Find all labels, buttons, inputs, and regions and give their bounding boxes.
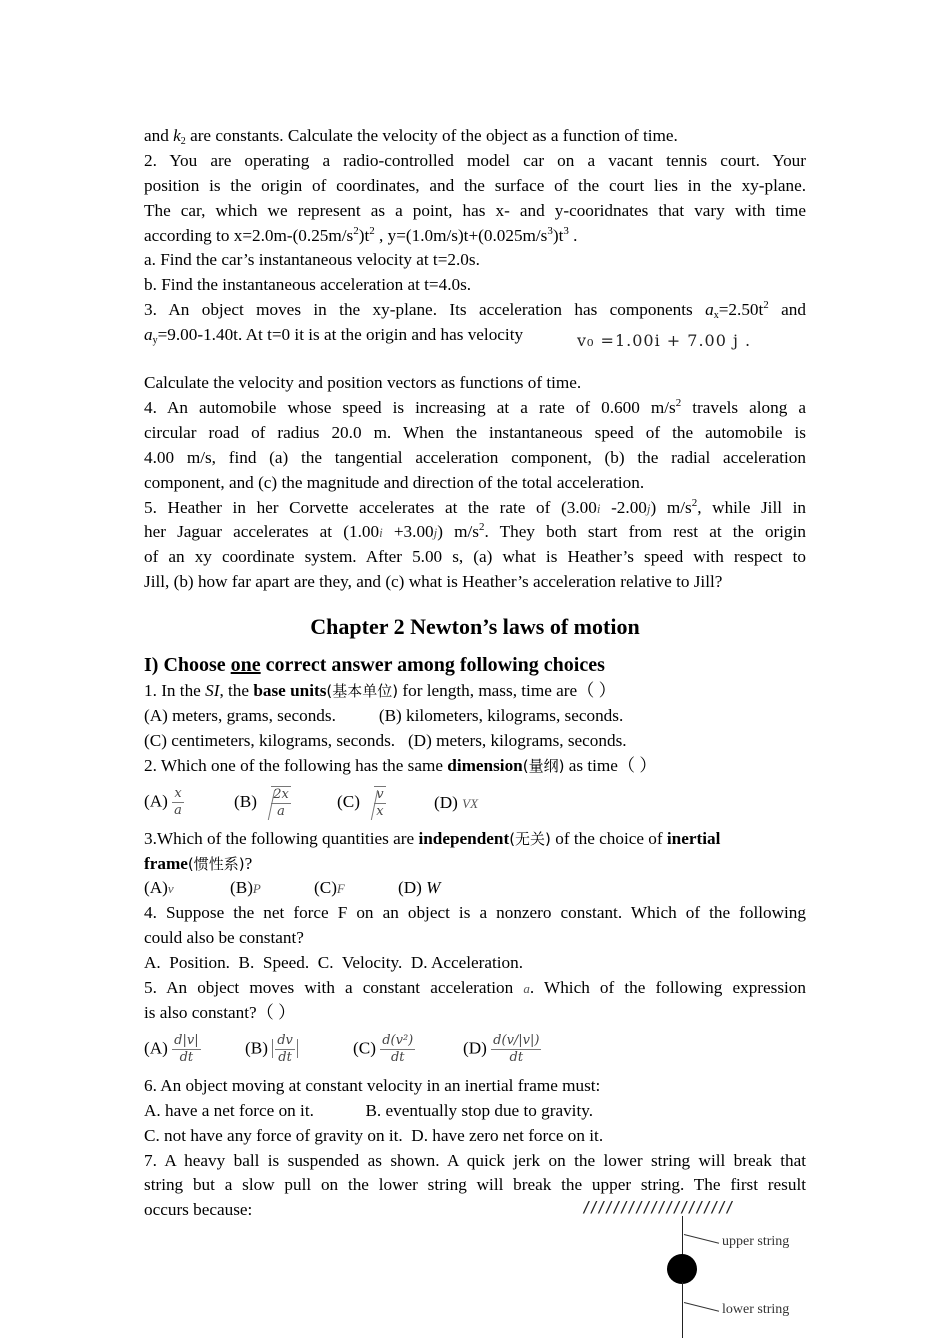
option-b: (B) $\frac{dv}{dt}$	[245, 1033, 353, 1066]
question-3-stem: 3.Which of the following quantities are independent(无关) of the choice of inertial	[144, 828, 721, 848]
question-1-stem: 1. In the SI, the base units(基本单位) for length, mass, time are（ ）	[144, 681, 616, 701]
problem-2-line: position is the origin of coordinates, and the surface of the court lies in the xy-plane.	[144, 175, 806, 195]
fraction: $\frac{x}{a}$	[174, 786, 182, 819]
option-a: (A) $\frac{d|v|}{dt}$	[144, 1033, 199, 1066]
document-page	[144, 124, 806, 1223]
question-5-stem: 5. An object moves with a constant acceleration a. Which of the following expression	[144, 978, 806, 998]
question-3-options: (A)v (B)P (C)F (D) W	[144, 878, 441, 898]
upper-string	[682, 1216, 683, 1256]
question-5-options	[144, 1026, 806, 1074]
problem-2-line: The car, which we represent as a point, has x- and y-cooridnates that vary with time	[144, 200, 806, 220]
question-6-stem: 6. An object moving at constant velocity in an inertial frame must:	[144, 1075, 601, 1095]
option-c: (C) $\frac{\text{d(v²)}}{dt}$	[353, 1033, 414, 1066]
question-2-stem: 2. Which one of the following has the same dimension(量纲) as time（ ）	[144, 755, 657, 775]
problem-2b: b. Find the instantaneous acceleration at t=4.0s.	[144, 275, 472, 295]
problem-5-line: 5. Heather in her Corvette accelerates at the rate of (3.00i -2.00j) $m/s^2$, while Jill in	[144, 496, 806, 517]
lower-string-label: lower string	[722, 1302, 790, 1317]
velocity-vector-equation: v₀ =1.00i + 7.00 j .	[577, 331, 752, 351]
question-7-stem: occurs because:	[144, 1200, 253, 1220]
problem-3-line: 3. An object moves in the xy-plane. Its acceleration has components $a_x=2.50t^2$ and	[144, 299, 806, 322]
ball	[667, 1254, 697, 1284]
square-root: $\frac{v}{x}$	[364, 786, 385, 820]
problem-5-line: Jill, (b) how far apart are they, and (c) what is Heather’s acceleration relative to Jill?	[144, 572, 723, 592]
section-title: I) Choose one correct answer among following choices	[144, 654, 605, 677]
problem-5-line: of an xy coordinate system. After 5.00 s, (a) what is Heather’s speed with respect to	[144, 547, 806, 567]
question-4-stem: 4. Suppose the net force F on an object is a nonzero constant. Which of the following	[144, 903, 806, 923]
option-b: (B) $\frac{2x}{a}$	[234, 786, 289, 819]
problem-2-equation-line: according to $x=2.0m-(0.25m/s^2)t^2$ , $y=(1.0m/s)t+(0.025m/s^3)t^3$ .	[144, 224, 578, 245]
problem-5-line: her Jaguar accelerates at (1.00i +3.00j) $m/s^2$. They both start from rest at the origin	[144, 521, 806, 542]
question-5-stem: is also constant?（ ）	[144, 1002, 296, 1022]
question-1-options: (C) centimeters, kilograms, seconds. (D) meters, kilograms, seconds.	[144, 730, 627, 750]
lower-string	[682, 1282, 683, 1338]
option-a: (A) $\frac{x}{a}$	[144, 786, 182, 819]
text-line: and $k_2$ are constants. Calculate the velocity of the object as a function of time.	[144, 126, 678, 147]
square-root: $\frac{2x}{a}$	[261, 786, 291, 820]
option-d: (D) $\frac{d(v/|v|)}{dt}$	[463, 1033, 540, 1066]
lower-pointer	[684, 1302, 719, 1312]
upper-pointer	[684, 1234, 719, 1244]
option-c: (C) $\frac{v}{x}$	[337, 786, 384, 819]
upper-string-label: upper string	[722, 1234, 790, 1249]
problem-3-line: Calculate the velocity and position vectors as functions of time.	[144, 373, 582, 393]
problem-4-line: component, and (c) the magnitude and direction of the total acceleration.	[144, 472, 645, 492]
problem-4-line: 4. An automobile whose speed is increasing at a rate of 0.600 $m/s^2$ travels along a	[144, 397, 806, 418]
question-2-options	[144, 779, 806, 827]
problem-4-line: 4.00 m/s, find (a) the tangential acceleration component, (b) the radial acceleration	[144, 447, 806, 467]
question-3-stem: frame(惯性系)?	[144, 853, 253, 873]
question-6-options: C. not have any force of gravity on it. D. have zero net force on it.	[144, 1125, 604, 1145]
problem-4-line: circular road of radius 20.0 m. When the instantaneous speed of the automobile is	[144, 422, 806, 442]
question-4-options: A. Position. B. Speed. C. Velocity. D. Acceleration.	[144, 953, 524, 973]
question-7-stem: string but a slow pull on the lower string will break the upper string. The first result	[144, 1175, 806, 1195]
ceiling-hatch: ////////////////////	[582, 1198, 733, 1216]
option-d: (D) VX	[434, 792, 479, 812]
question-4-stem: could also be constant?	[144, 928, 304, 948]
question-7-stem: 7. A heavy ball is suspended as shown. A quick jerk on the lower string will break that	[144, 1150, 806, 1170]
problem-2a: a. Find the car’s instantaneous velocity at t=2.0s.	[144, 250, 480, 270]
chapter-title: Chapter 2 Newton’s laws of motion	[310, 614, 640, 640]
question-6-options: A. have a net force on it. B. eventually stop due to gravity.	[144, 1100, 593, 1120]
question-1-options: (A) meters, grams, seconds. (B) kilometers, kilograms, seconds.	[144, 706, 624, 726]
suspended-ball-figure	[582, 1198, 812, 1338]
problem-3-line: $a_y=9.00-1.40t$. At t=0 it is at the origin and has velocity v₀ =1.00i + 7.00 j .	[144, 323, 806, 371]
problem-2-line: 2. You are operating a radio-controlled model car on a vacant tennis court. Your	[144, 150, 806, 170]
